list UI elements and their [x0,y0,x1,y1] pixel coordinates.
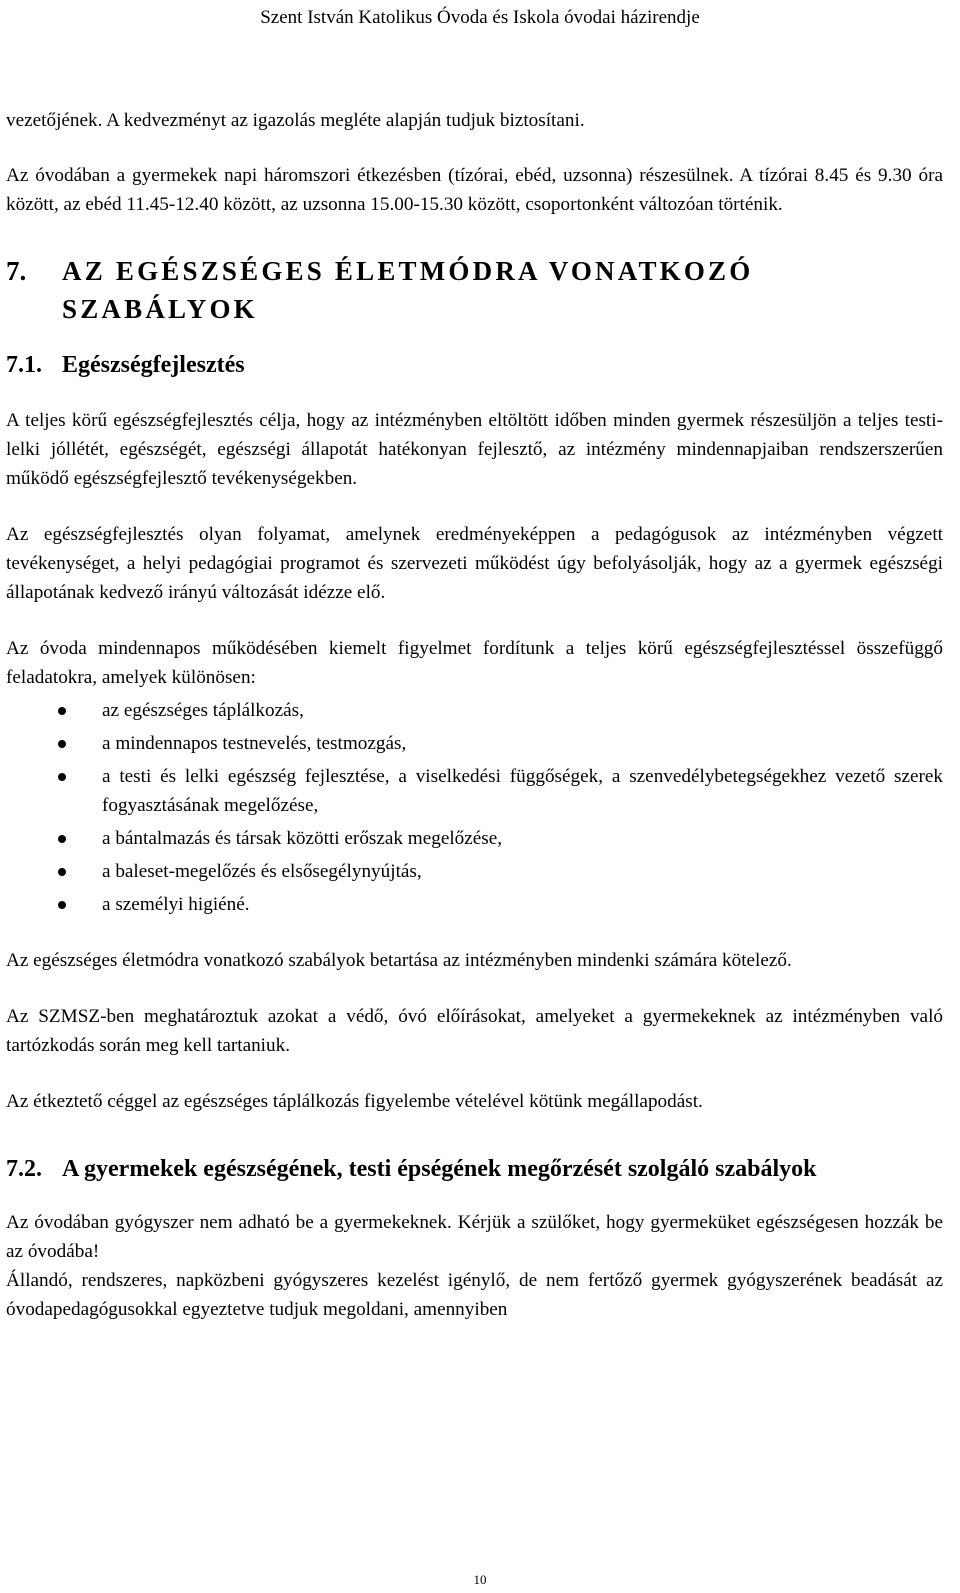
paragraph-health-goal: A teljes körű egészségfejlesztés célja, hogy az intézményben eltöltött időben minden gyermek részesüljön a teljes testi-lelki jóllétét, egészségét, egészségi állapotát hatékonyan fejlesztő, az intézmény mindennapjaiban rendszerszerűen működő egészségfejlesztő tevékenységekben. [6,410,943,489]
section-7-2-number: 7.2. [6,1156,42,1182]
section-7-heading [6,252,943,328]
paragraph-health-tasks: Az óvoda mindennapos működésében kiemelt figyelmet fordítunk a teljes körű egészségfejlesztéssel összefüggő feladatokra, amelyek különösen: [6,638,943,688]
page-header: Szent István Katolikus Óvoda és Iskola óvodai házirendje [260,7,700,28]
list-item [6,696,943,725]
paragraph-permanent-treatment: Állandó, rendszeres, napközbeni gyógyszeres kezelést igénylő, de nem fertőző gyermek gyógyszerének beadását az óvodapedagógusokkal egyeztetve tudjuk megoldani, amennyiben [6,1270,943,1320]
list-item [6,824,943,853]
paragraph-catering: Az étkeztető céggel az egészséges táplálkozás figyelembe vételével kötünk megállapodást. [6,1091,703,1112]
list-item [6,890,943,919]
paragraph-medication: Az óvodában gyógyszer nem adható be a gyermekeknek. Kérjük a szülőket, hogy gyermeküket egészségesen hozzák be az óvodába! [6,1212,943,1262]
bullet-icon [58,868,66,876]
section-7-title: AZ EGÉSZSÉGES ÉLETMÓDRA VONATKOZÓ SZABÁLYOK [62,256,754,324]
paragraph-rules-mandatory: Az egészséges életmódra vonatkozó szabályok betartása az intézményben mindenki számára kötelező. [6,950,792,971]
paragraph-health-process: Az egészségfejlesztés olyan folyamat, amelynek eredményeképpen a pedagógusok az intézményben végzett tevékenységet, a helyi pedagógiai programot és szervezeti működést úgy befolyásolják, hogy az a gyermek egészségi állapotának kedvező irányú változását idézze elő. [6,524,943,603]
paragraph-szmsz: Az SZMSZ-ben meghatároztuk azokat a védő, óvó előírásokat, amelyeket a gyermekeknek az intézményben való tartózkodás során meg kell tartaniuk. [6,1006,943,1056]
section-7-number: 7. [6,256,27,286]
list-item-text: az egészséges táplálkozás, [102,700,304,721]
bullet-icon [58,740,66,748]
list-item-text: a bántalmazás és társak közötti erőszak megelőzése, [102,828,503,849]
paragraph-meals: Az óvodában a gyermekek napi háromszori étkezésben (tízórai, ebéd, uzsonna) részesülnek. A tízórai 8.45 és 9.30 óra között, az ebéd 11.45-12.40 között, az uzsonna 15.00-15.30 között, csoportonként változóan történik. [6,165,943,215]
health-task-list [6,696,943,919]
bullet-icon [58,773,66,781]
list-item [6,762,943,820]
list-item [6,857,943,886]
section-7-2-heading [6,1152,943,1186]
section-7-2-title: A gyermekek egészségének, testi épségének megőrzését szolgáló szabályok [62,1156,817,1182]
section-7-1-number: 7.1. [6,352,42,378]
list-item [6,729,943,758]
section-7-1-title: Egészségfejlesztés [62,352,245,378]
bullet-icon [58,901,66,909]
section-7-1-heading [6,348,943,382]
list-item-text: a mindennapos testnevelés, testmozgás, [102,733,407,754]
list-item-text: a baleset-megelőzés és elsősegélynyújtás, [102,861,422,882]
bullet-icon [58,707,66,715]
document-body [6,106,943,1324]
list-item-text: a testi és lelki egészség fejlesztése, a viselkedési függőségek, a szenvedélybetegségekhez vezető szerek fogyasztásának megelőzése, [102,766,943,816]
paragraph-continuation: vezetőjének. A kedvezményt az igazolás megléte alapján tudjuk biztosítani. [6,110,585,131]
list-item-text: a személyi higiéné. [102,894,250,915]
page-number: 10 [473,1572,487,1587]
bullet-icon [58,835,66,843]
